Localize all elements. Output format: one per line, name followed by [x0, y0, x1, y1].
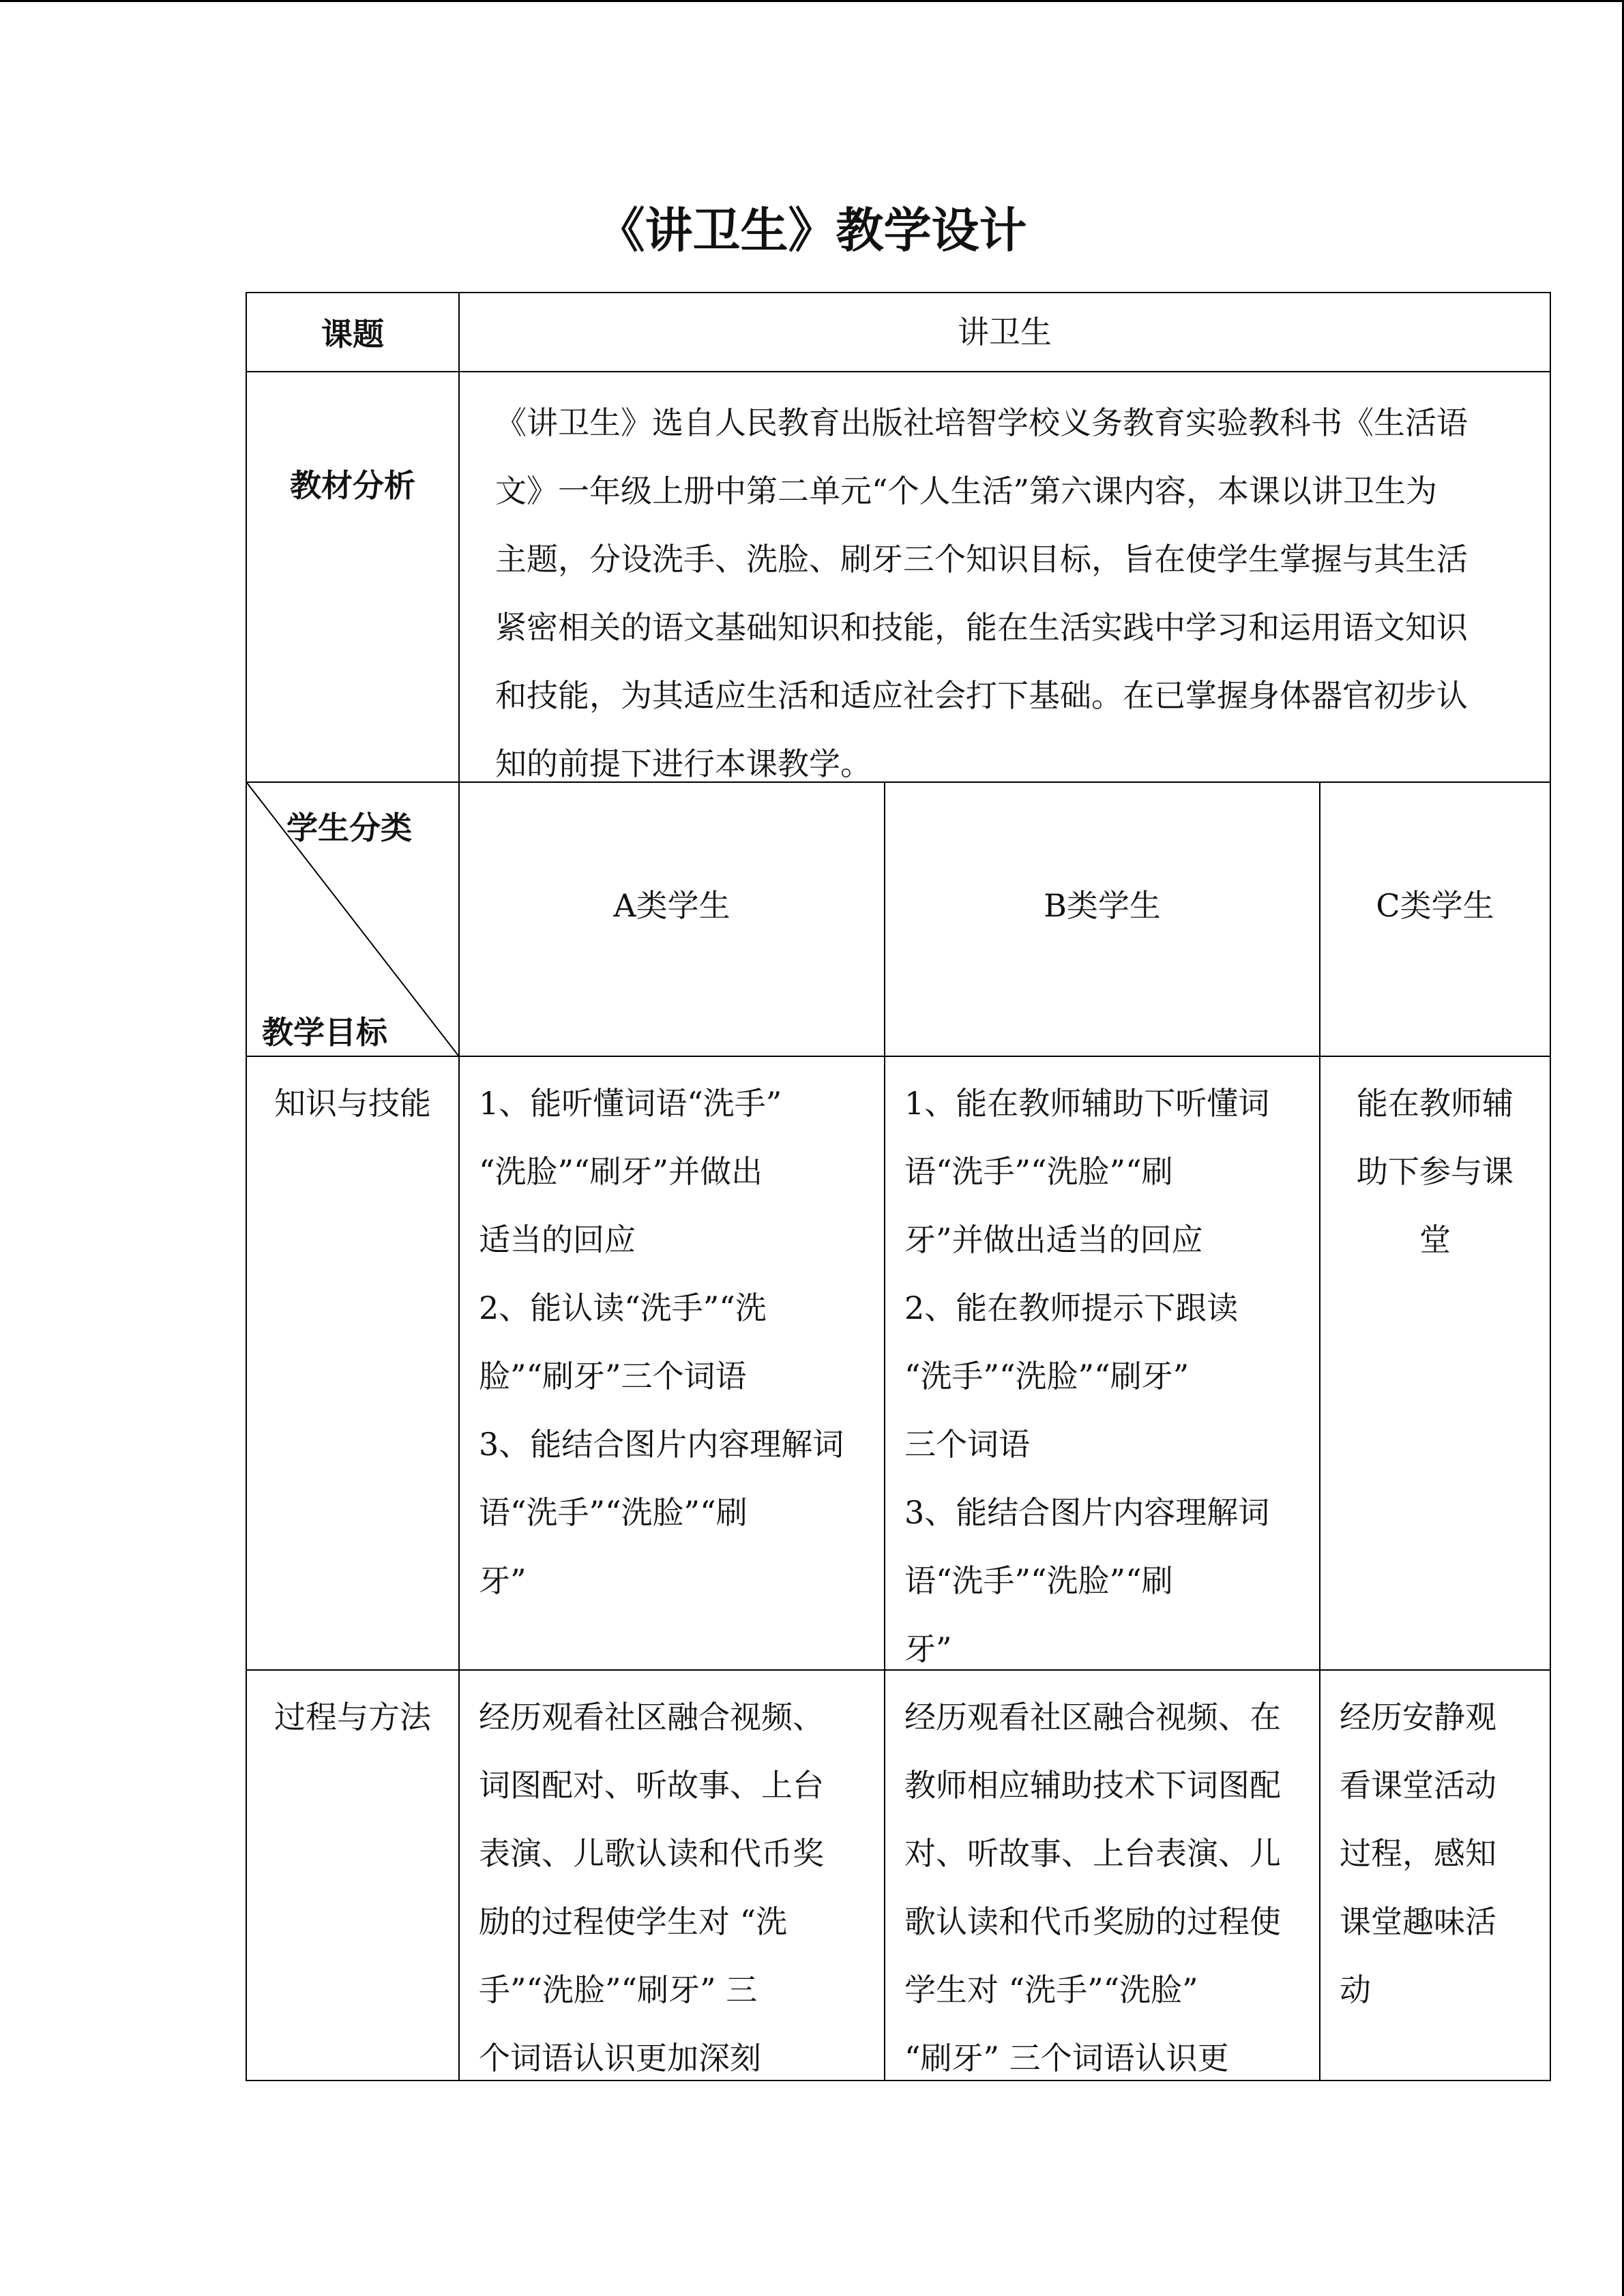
topic-value: 讲卫生 — [958, 314, 1052, 351]
process-label: 过程与方法 — [274, 1699, 431, 1735]
knowledge-c-cell — [1319, 1056, 1551, 1671]
process-a-line: 表演、儿歌认读和代币奖 — [479, 1835, 824, 1872]
knowledge-label: 知识与技能 — [274, 1085, 431, 1122]
knowledge-b-line: “洗手”“洗脸”“刷牙” — [904, 1358, 1190, 1395]
class-c-label: C类学生 — [1376, 887, 1494, 924]
knowledge-a-line: 1、能听懂词语“洗手” — [479, 1085, 782, 1122]
analysis-line: 知的前提下进行本课教学。 — [495, 745, 872, 782]
diag-top-label: 学生分类 — [286, 809, 412, 846]
knowledge-b-line: 3、能结合图片内容理解词 — [904, 1494, 1270, 1531]
process-a-line: 励的过程使学生对 “洗 — [479, 1903, 788, 1940]
page-title: 《讲卫生》教学设计 — [597, 203, 1027, 258]
analysis-line: 紧密相关的语文基础知识和技能，能在生活实践中学习和运用语文知识 — [495, 609, 1468, 646]
topic-label-cell — [246, 292, 460, 372]
process-c-line: 经历安静观 — [1340, 1699, 1496, 1735]
knowledge-b-line: 1、能在教师辅助下听懂词 — [904, 1085, 1270, 1122]
diagonal-header-cell — [246, 781, 460, 1057]
knowledge-b-line: 牙”并做出适当的回应 — [904, 1221, 1203, 1258]
class-c-header-cell — [1319, 781, 1551, 1057]
knowledge-a-line: 牙” — [479, 1562, 527, 1599]
analysis-line: 和技能，为其适应生活和适应社会打下基础。在已掌握身体器官初步认 — [495, 677, 1468, 714]
process-b-line: 对、听故事、上台表演、儿 — [904, 1835, 1281, 1872]
analysis-paragraph — [460, 372, 1550, 798]
process-b-cell — [884, 1669, 1320, 2081]
knowledge-b-line: 2、能在教师提示下跟读 — [904, 1289, 1239, 1326]
process-b-line: 学生对 “洗手”“洗脸” — [904, 1971, 1198, 2008]
knowledge-b-line: 牙” — [904, 1630, 952, 1667]
class-b-header-cell — [884, 781, 1320, 1057]
diag-bottom-label: 教学目标 — [262, 1014, 387, 1051]
process-b-line: 经历观看社区融合视频、在 — [904, 1699, 1281, 1735]
process-c-line: 看课堂活动 — [1340, 1767, 1496, 1804]
process-a-text — [460, 1671, 884, 2092]
process-c-line: 课堂趣味活 — [1340, 1903, 1496, 1940]
process-a-line: 个词语认识更加深刻 — [479, 2040, 761, 2076]
knowledge-c-line: 助下参与课 — [1357, 1153, 1514, 1190]
process-b-line: 教师相应辅助技术下词图配 — [904, 1767, 1281, 1804]
process-a-line: 词图配对、听故事、上台 — [479, 1767, 824, 1804]
class-a-label: A类学生 — [613, 887, 730, 924]
knowledge-label-cell — [246, 1056, 460, 1671]
knowledge-b-line: 三个词语 — [904, 1426, 1030, 1463]
topic-label: 课题 — [321, 316, 384, 353]
knowledge-a-line: 适当的回应 — [479, 1221, 636, 1258]
process-b-line: “刷牙” 三个词语认识更 — [904, 2040, 1229, 2076]
knowledge-a-line: “洗脸”“刷牙”并做出 — [479, 1153, 763, 1190]
process-a-cell — [458, 1669, 885, 2081]
process-b-text — [885, 1671, 1319, 2092]
analysis-line: 主题，分设洗手、洗脸、刷牙三个知识目标，旨在使学生掌握与其生活 — [495, 541, 1468, 578]
knowledge-a-text — [460, 1057, 884, 1615]
process-c-cell — [1319, 1669, 1551, 2081]
knowledge-b-line: 语“洗手”“洗脸”“刷 — [904, 1153, 1173, 1190]
class-b-label: B类学生 — [1044, 887, 1161, 924]
analysis-label-cell — [246, 371, 460, 783]
knowledge-a-line: 脸”“刷牙”三个词语 — [479, 1358, 747, 1395]
analysis-cell — [458, 371, 1551, 783]
process-b-line: 歌认读和代币奖励的过程使 — [904, 1903, 1281, 1940]
knowledge-c-text — [1320, 1057, 1550, 1274]
analysis-label: 教材分析 — [290, 467, 415, 504]
process-a-line: 手”“洗脸”“刷牙” 三 — [479, 1971, 758, 2008]
knowledge-b-text — [885, 1057, 1319, 1683]
knowledge-a-line: 3、能结合图片内容理解词 — [479, 1426, 844, 1463]
knowledge-b-line: 语“洗手”“洗脸”“刷 — [904, 1562, 1173, 1599]
class-a-header-cell — [458, 781, 885, 1057]
analysis-line: 文》一年级上册中第二单元“个人生活”第六课内容，本课以讲卫生为 — [495, 473, 1438, 509]
process-c-text — [1320, 1671, 1550, 2024]
knowledge-a-cell — [458, 1056, 885, 1671]
page-border-top — [0, 0, 1624, 2]
process-a-line: 经历观看社区融合视频、 — [479, 1699, 824, 1735]
process-c-line: 动 — [1340, 1971, 1371, 2008]
knowledge-c-line: 堂 — [1419, 1221, 1451, 1258]
process-c-line: 过程，感知 — [1340, 1835, 1496, 1872]
topic-value-cell — [458, 292, 1551, 372]
analysis-line: 《讲卫生》选自人民教育出版社培智学校义务教育实验教科书《生活语 — [495, 404, 1468, 441]
knowledge-b-cell — [884, 1056, 1320, 1671]
process-label-cell — [246, 1669, 460, 2081]
knowledge-c-line: 能在教师辅 — [1357, 1085, 1514, 1122]
knowledge-a-line: 语“洗手”“洗脸”“刷 — [479, 1494, 748, 1531]
knowledge-a-line: 2、能认读“洗手”“洗 — [479, 1289, 767, 1326]
